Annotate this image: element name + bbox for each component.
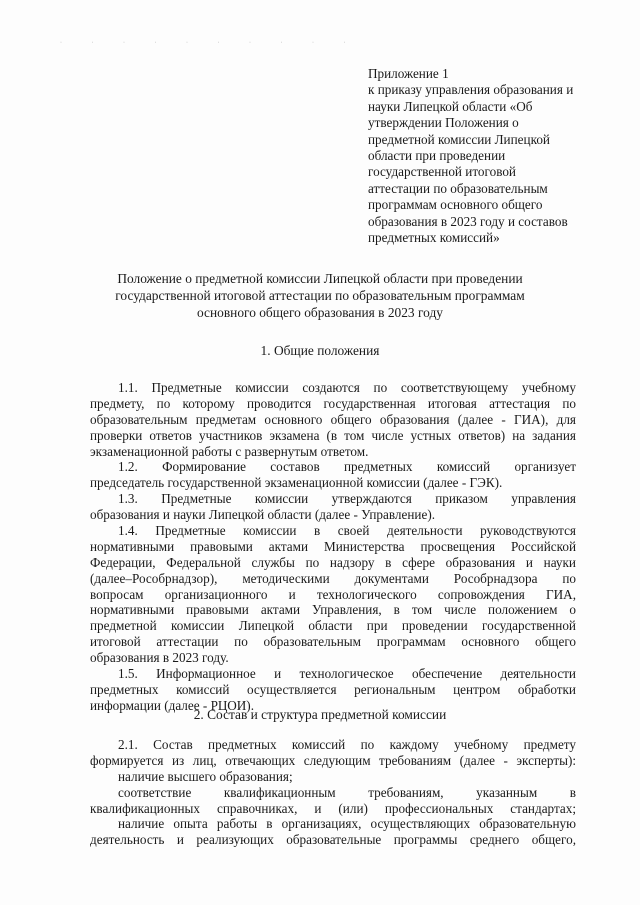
paragraph-line: формируется из лиц, отвечающих следующим требованиям (далее - эксперты): [90,752,576,768]
paragraph-line: предметной комиссии Липецкой области при проведении государственной [90,618,576,634]
appendix-line: образования в 2023 году и составов [368,213,568,229]
paragraph-line: проверки ответов участников экзамена (в том числе устных ответов) на задания [90,427,576,443]
appendix-line: Приложение 1 [368,66,449,81]
appendix-line: государственной итоговой [368,164,516,180]
paragraph-line: образования в 2023 году. [90,650,229,666]
paragraph-line: 1.1. Предметные комиссии создаются по соответствующему учебному [118,380,576,395]
appendix-line: науки Липецкой области «Об [368,98,533,114]
section-heading-general: 1. Общие положения [260,343,380,358]
paragraph-line: 1.3. Предметные комиссии утверждаются приказом управления [118,491,576,507]
appendix-line: утверждении Положения о [368,115,519,131]
appendix-line: к приказу управления образования и [368,82,574,98]
title-line: государственной итоговой аттестации по образовательным программам [115,288,525,303]
appendix-block [368,66,608,246]
paragraph-line: экзаменационной работы с развернутым ответом. [90,443,369,459]
title-line: основного общего образования в 2023 году [197,305,443,320]
paragraph-line: предмету, по которому проводится государственная итоговая аттестация по [90,395,576,411]
paragraph-line: наличие высшего образования; [118,768,293,784]
paragraph-line: (далее–Рособрнадзор), методическими документами Рособрнадзора по [90,570,576,586]
paragraph-line: 2.1. Состав предметных комиссий по каждому учебному предмету [118,737,576,752]
paragraph-line: предметных комиссий осуществляется региональным центром обработки [90,681,576,697]
paragraph-line: 1.2. Формирование составов предметных комиссий организует [118,459,576,475]
appendix-line: предметных комиссий» [368,230,500,246]
title-line: Положение о предметной комиссии Липецкой области при проведении [117,271,523,286]
paragraph-line: председатель государственной экзаменационной комиссии (далее - ГЭК). [90,475,503,491]
appendix-line: предметной комиссии Липецкой [368,131,550,147]
section-heading-structure: 2. Состав и структура предметной комиссии [193,707,447,722]
paragraph-line: наличие опыта работы в организациях, осуществляющих образовательную [118,816,576,832]
paragraph-line: квалификационных справочниках, и (или) профессиональных стандартах; [90,800,576,816]
paragraph-line: 1.5. Информационное и технологическое обеспечение деятельности [118,666,576,682]
paragraph-line: деятельность и реализующих образовательные программы среднего общего, [90,832,576,848]
paragraph-line: Федерации, Федеральной службы по надзору в сфере образования и науки [90,554,576,570]
appendix-line: аттестации по образовательным [368,180,548,196]
paragraph-line: соответствие квалификационным требованиям, указанным в [118,784,576,800]
appendix-line: области при проведении [368,148,506,164]
section-1-body [90,380,576,714]
paragraph-line: образования и науки Липецкой области (далее - Управление). [90,507,436,523]
paragraph-line: итоговой аттестации по образовательным программам основного общего [90,634,576,650]
paragraph-line: нормативными правовыми актами Управления, в том числе положением о [90,602,576,618]
appendix-line: программам основного общего [368,197,543,213]
paragraph-line: информации (далее - РЦОИ). [90,697,254,713]
document-title [60,270,580,321]
paragraph-line: вопросам организационного и технологического сопровождения ГИА, [90,586,576,602]
section-2-body [90,737,576,848]
scan-artifacts: · · · · · · · · · · [60,40,360,46]
paragraph-line: 1.4. Предметные комиссии в своей деятельности руководствуются [118,523,576,539]
paragraph-line: образовательным предметам основного общего образования (далее - ГИА), для [90,411,576,427]
paragraph-line: нормативными правовыми актами Министерства просвещения Российской [90,538,576,554]
